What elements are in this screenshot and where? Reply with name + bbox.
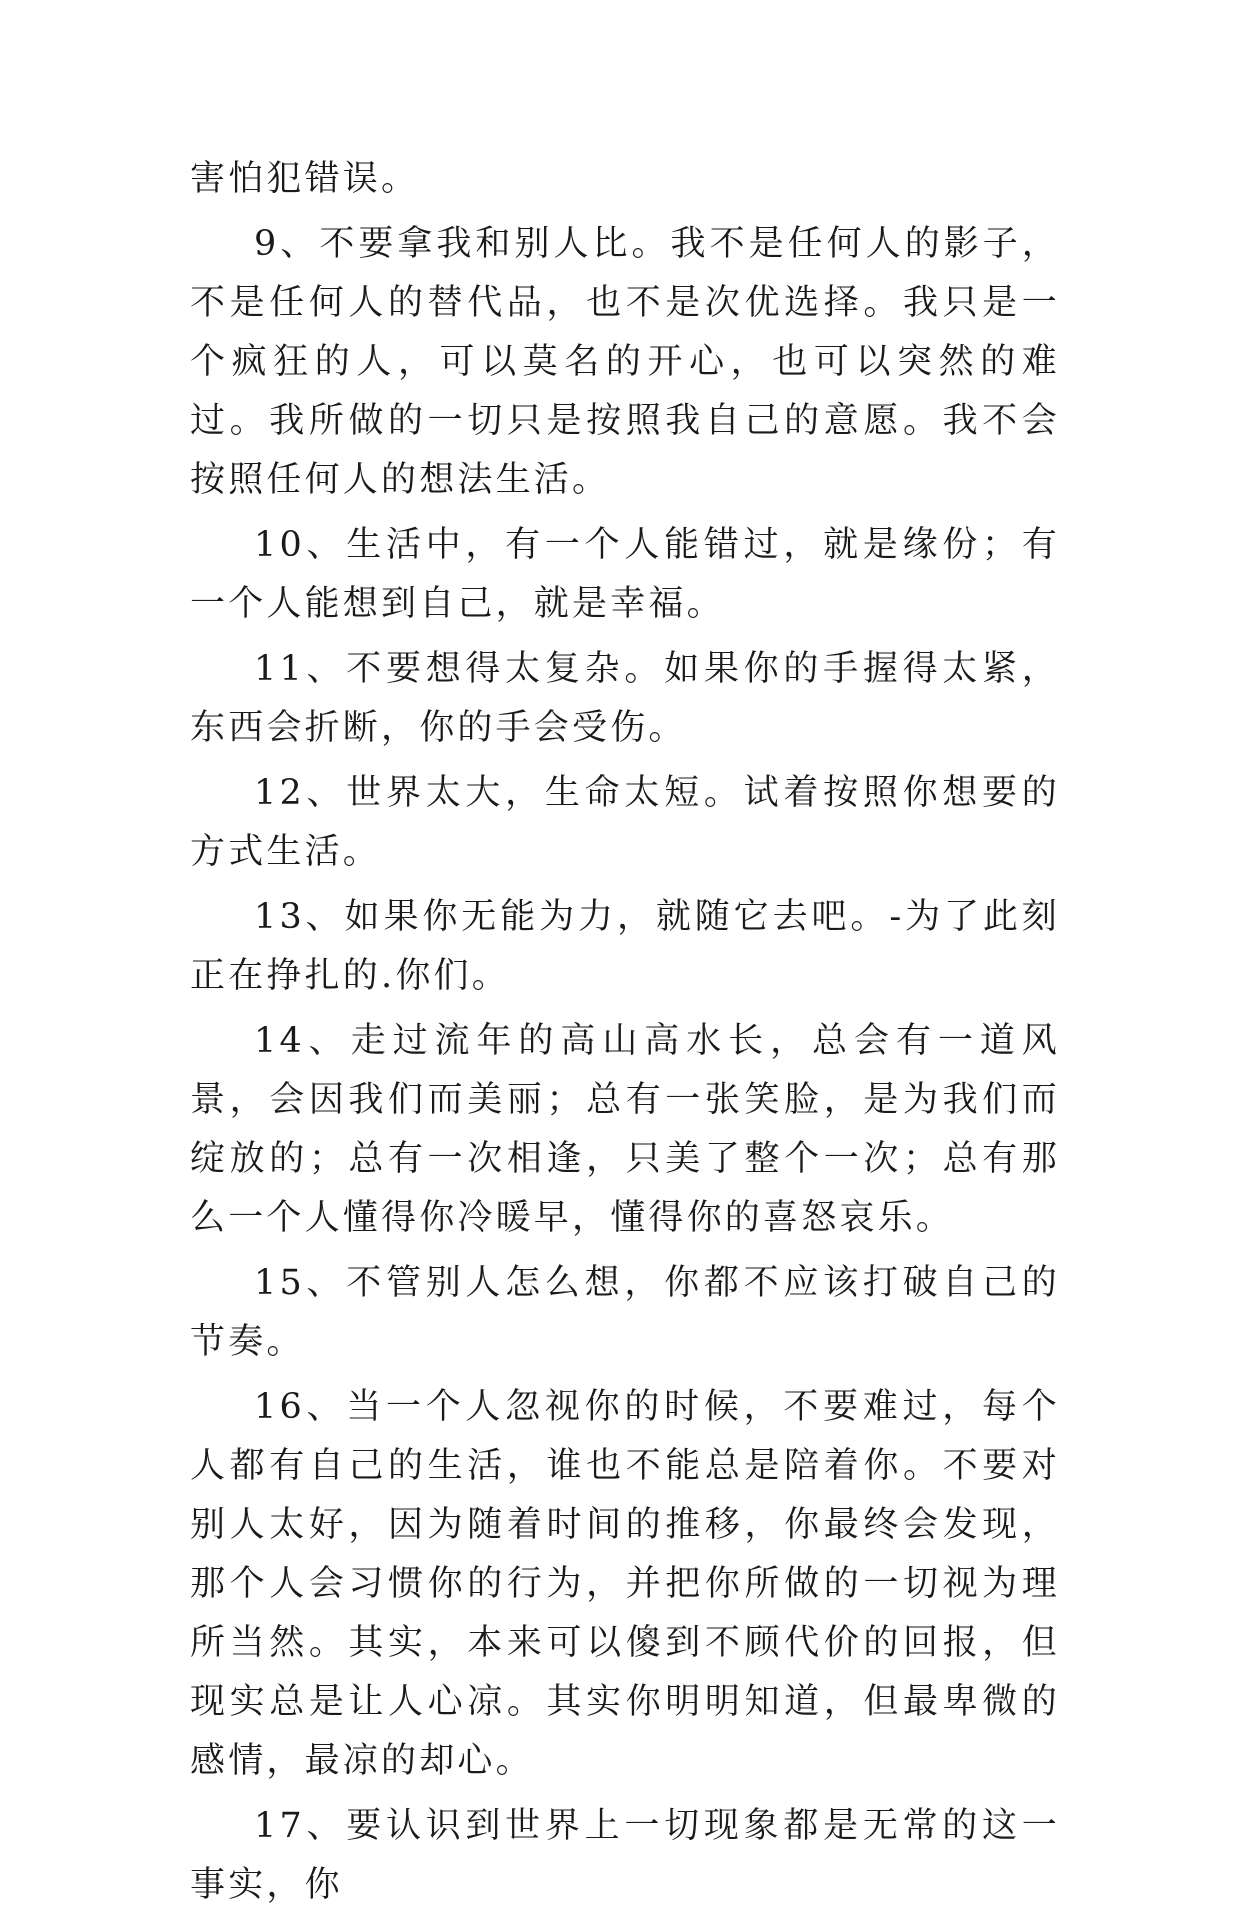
document-body — [190, 150, 1060, 1921]
paragraph: 害怕犯错误。 — [190, 159, 420, 199]
paragraph: 15、不管别人怎么想，你都不应该打破自己的节奏。 — [190, 1263, 1060, 1362]
paragraph: 17、要认识到世界上一切现象都是无常的这一事实，你 — [190, 1806, 1060, 1905]
paragraph: 10、生活中，有一个人能错过，就是缘份；有一个人能想到自己，就是幸福。 — [190, 525, 1060, 624]
paragraph: 13、如果你无能为力，就随它去吧。-为了此刻正在挣扎的.你们。 — [190, 897, 1060, 996]
paragraph: 12、世界太大，生命太短。试着按照你想要的方式生活。 — [190, 773, 1060, 872]
paragraph: 11、不要想得太复杂。如果你的手握得太紧，东西会折断，你的手会受伤。 — [190, 649, 1060, 748]
paragraph: 16、当一个人忽视你的时候，不要难过，每个人都有自己的生活，谁也不能总是陪着你。不要对别人太好，因为随着时间的推移，你最终会发现，那个人会习惯你的行为，并把你所做的一切视为理所当然。其实，本来可以傻到不顾代价的回报，但现实总是让人心凉。其实你明明知道，但最卑微的感情，最凉的却心。 — [190, 1387, 1060, 1781]
paragraph: 14、走过流年的高山高水长，总会有一道风景，会因我们而美丽；总有一张笑脸，是为我们而绽放的；总有一次相逢，只美了整个一次；总有那么一个人懂得你冷暖早，懂得你的喜怒哀乐。 — [190, 1021, 1060, 1238]
paragraph: 9、不要拿我和别人比。我不是任何人的影子，不是任何人的替代品，也不是次优选择。我只是一个疯狂的人，可以莫名的开心，也可以突然的难过。我所做的一切只是按照我自己的意愿。我不会按照任何人的想法生活。 — [190, 224, 1060, 500]
